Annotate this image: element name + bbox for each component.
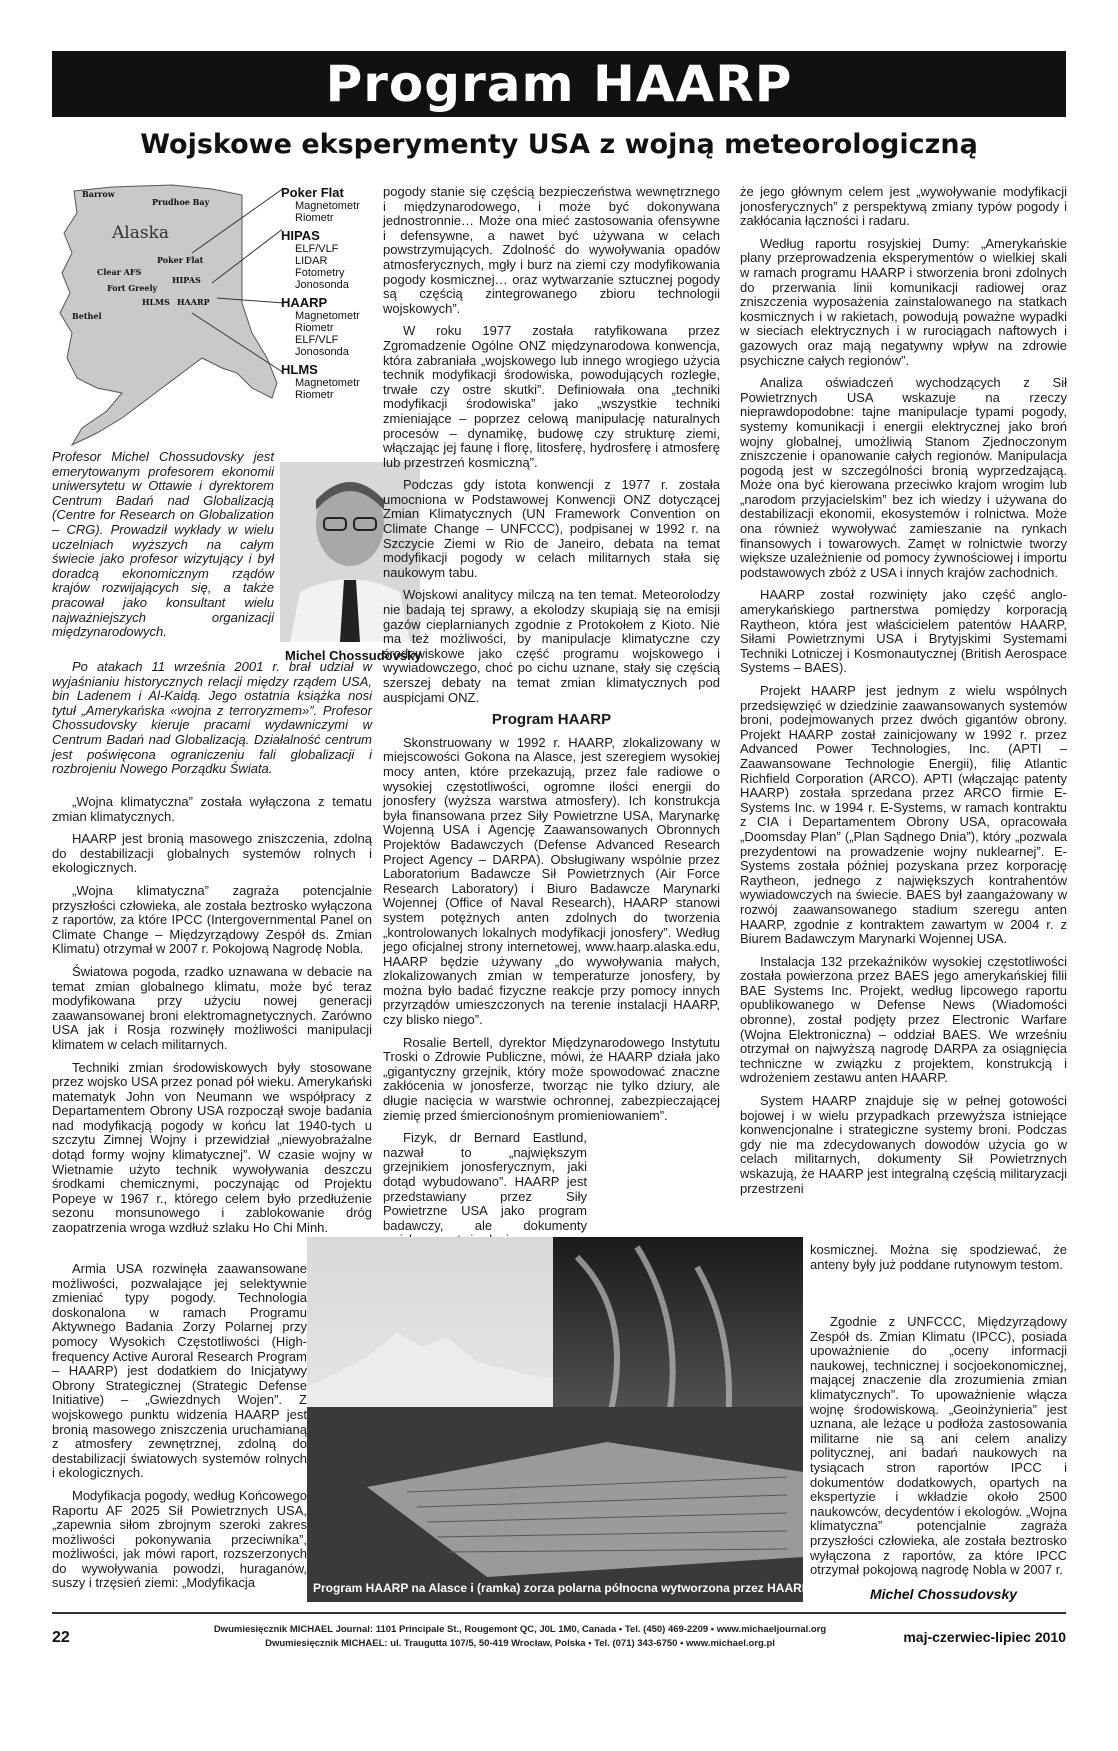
legend-heading: HIPAS <box>281 228 320 243</box>
bio-paragraph: Profesor Michel Chossudovsky jest emerytowanym profesorem ekonomii uniwersytetu w Ottawie i dyrektorem Centrum Badań nad Globalizacją (Centre for Research on Globalization – CRG). Prowadził wykłady w wielu uczelniach wyższych na całym świecie jako profesor wizytujący i był doradcą ekonomicznym rządów krajów rozwijających się, a także pracował jako konsultant wielu najważniejszych organizacji międzynarodowych. <box>52 449 274 640</box>
map-label: Bethel <box>72 311 102 321</box>
legend-item: ELF/VLF <box>295 334 339 346</box>
map-legend <box>281 181 381 401</box>
author-signature: Michel Chossudovsky <box>870 1586 1018 1602</box>
paragraph: System HAARP znajduje się w pełnej gotowości bojowej i w wielu przypadkach przewyższa istniejące konwencjonalne i strategiczne systemy broni. Podczas gdy nie ma zdecydowanych dowodów użycia go w celach militarnych, dokumenty Sił Powietrznych wskazują, że HAARP jest integralną częścią militaryzacji przestrzeni <box>740 1093 1067 1196</box>
bio-paragraph: Po atakach 11 września 2001 r. brał udział w wyjaśnianiu historycznych relacji między rządem USA, bin Ladenem i Al-Kaidą. Jego ostatnia książka nosi tytuł „Amerykańska «wojna z terroryzmem»”. Profesor Chossudovsky kieruje pracami wydawniczymi w Centrum Badań nad Globalizacją. Działalność centrum jest poświęcona ograniczeniu fali globalizacji i rozbrojeniu Nowego Porządku Świata. <box>52 659 372 777</box>
banner-title: Program HAARP <box>52 51 1066 117</box>
paragraph: Skonstruowany w 1992 r. HAARP, zlokalizowany w miejscowości Gokona na Alasce, jest szeregiem wysokiej mocy anten, które przekazują, przez fale radiowe o wysokiej częstotliwości, ogromne ilości energii do jonosfery (wyższa warstwa atmosfery). Ich konstrukcja była finansowana przez Siły Powietrzne USA, Marynarkę Wojenną USA i Agencję Zaawansowanych Obronnych Projektów Badawczych (Defense Advanced Research Project Agency – DARPA). Obsługiwany wspólnie przez Laboratorium Badawcze Sił Powietrznych (Air Force Research Laboratory) i Biuro Badawcze Marynarki Wojennej (Office of Naval Research), HAARP stanowi system potężnych anten zdolnych do tworzenia „kontrolowanych lokalnych modyfikacji jonosfery”. Według jego oficjalnej strony internetowej, www.haarp.alaska.edu, HAARP będzie używany „do wywoływania małych, zlokalizowanych zmian w temperaturze jonosfery, by można było badać fizyczne reakcje przy pomocy innych przyrządów umieszczonych na terenie instalacji HAARP, czy blisko niego”. <box>383 734 720 1028</box>
paragraph: W roku 1977 została ratyfikowana przez Zgromadzenie Ogólne ONZ międzynarodowa konwencja, która zabraniała „wojskowego lub innego wrogiego użycia technik modyfikacji środowiska, powodujących rozległe, trwałe czy ostre skutki”. Definiowała ona „techniki modyfikacji środowiska” jako „wszystkie techniki zmieniające – poprzez celową manipulację naturalnych procesów – dynamikę, budowę czy strukturę ziemi, włączając jej faunę i florę, litosferę, hydrosferę i atmosferę lub przestrzeń kosmiczną”. <box>383 323 720 470</box>
map-label: Fort Greely <box>107 283 158 293</box>
paragraph: „Wojna klimatyczna” zagraża potencjalnie przyszłości człowieka, ale została beztrosko wyłączona z raportów, za które IPCC (Intergovernmental Panel on Climate Change – Międzyrządowy Zespół ds. Zmian Klimatu) otrzymał w 2007 r. Pokojową Nagrodę Nobla. <box>52 882 372 957</box>
page-number: 22 <box>52 1629 70 1646</box>
paragraph: Fizyk, dr Bernard Eastlund, nazwał to „największym grzejnikiem jonosferycznym, jaki dotąd wybudowano”. HAARP jest przedstawiany przez Siły Powietrzne USA jako program badawczy, ale dokumenty <box>383 1130 587 1233</box>
author-bio <box>52 450 274 648</box>
paragraph: Wojskowi analitycy milczą na ten temat. Meteorolodzy nie badają tej sprawy, a ekolodzy skupiają się na emisji gazów cieplarnianych zgodnie z Protokołem z Kioto. Nie ma też możliwości, by manipulacje klimatyczne czy środowiskowe jako część programu wojskowego i wywiadowczego, choć po cichu uznane, stały się częścią szerszej debaty na temat zmian klimatycznych pod auspicjami ONZ. <box>383 587 720 705</box>
paragraph: Zgodnie z UNFCCC, Międzyrządowy Zespół ds. Zmian Klimatu (IPCC), posiada upoważnienie do „oceny informacji naukowej, technicznej i socjoekonomicznej, mającej znaczenie dla zrozumienia zmian klimatycznych”. To upoważnienie włącza wojnę środowiskową. „Geoinżynieria” jest uznana, ale leżące u podłoża zastosowania militarne nie są ani celem analizy politycznej, ani badań naukowych na tysiącach stron raportów IPCC i dokumentów dodatkowych, opartych na ekspertyzie i wkładzie około 2500 naukowców, decydentów i ekologów. „Wojna klimatyczna” potencjalnie zagraża przyszłości człowieka, ale została beztrosko wyłączona z raportów, za które IPCC otrzymał pokojową nagrodę Nobla w 2007 r. <box>810 1314 1067 1578</box>
haarp-photo <box>307 1237 803 1602</box>
legend-item: Magnetometr <box>295 310 360 322</box>
paragraph: Światowa pogoda, rzadko uznawana w debacie na temat zmian globalnego klimatu, może być teraz modyfikowana przy użyciu nowej generacji zaawansowanej broni elektromagnetycznych. Zarówno USA jak i Rosja rozwinęły możliwości manipulacji klimatem w celach militarnych. <box>52 963 372 1052</box>
paragraph: pogody stanie się częścią bezpieczeństwa wewnętrznego i międzynarodowego, i może być dokonywana jednostronnie… Może ona mieć zastosowania ofensywne i defensywne, a nawet być używana w celach powstrzymujących. Zdolność do wywoływania opadów atmosferycznych, mgły i burz na ziemi czy modyfikowania pogody kosmicznej… oraz wytwarzanie sztucznej pogody są częścią zintegrowanego zbioru technologii wojskowych”. <box>383 184 720 316</box>
map-label: HAARP <box>177 297 210 307</box>
legend-item: LIDAR <box>295 255 328 267</box>
alaska-map <box>52 183 282 446</box>
legend-item: Fotometry <box>295 267 345 279</box>
legend-item: Jonosonda <box>295 279 349 291</box>
legend-item: ELF/VLF <box>295 243 339 255</box>
footer-line: Dwumiesięcznik MICHAEL Journal: 1101 Principale St., Rougemont QC, J0L 1M0, Canada • Tel. (450) 469-2209 • www.michaeljournal.org <box>213 1624 827 1635</box>
paragraph: Armia USA rozwinęła zaawansowane możliwości, pozwalające jej selektywnie zmieniać typy pogody. Technologia doskonalona w ramach Programu Aktywnego Badania Zorzy Polarnej przy pomocy Wysokich Częstotliwości (High-frequency Active Auroral Research Program – HAARP) jest dodatkiem do Inicjatywy Obrony Strategicznej (Strategic Defense Initiative) – „Gwiezdnych Wojen”. Z wojskowego punktu widzenia HAARP jest bronią masowego zniszczenia uruchamianą z atmosfery zewnętrznej, zdolną do destabilizacji światowych systemów rolnych i ekologicznych. <box>52 1261 307 1481</box>
article-column-1-bottom <box>52 1262 307 1599</box>
map-region-label: Alaska <box>112 223 170 243</box>
portrait-caption: Michel Chossudovsky <box>285 648 422 663</box>
article-column-1 <box>52 795 372 1244</box>
legend-heading: HAARP <box>281 295 328 310</box>
article-subtitle: Wojskowe eksperymenty USA z wojną meteorologiczną <box>140 129 978 160</box>
paragraph: kosmicznej. Można się spodziewać, że anteny były już poddane rutynowym testom. <box>810 1242 1067 1272</box>
article-column-3 <box>740 185 1067 1204</box>
legend-heading: Poker Flat <box>281 185 344 200</box>
legend-item: Riometr <box>295 212 334 224</box>
paragraph: HAARP został rozwinięty jako część anglo-amerykańskiego partnerstwa pomiędzy korporacją Raytheon, która jest właścicielem patentów HAARP, Siłami Powietrznymi USA i Brytyjskimi Systemami Techniki Lotniczej i Kosmonautycznej (British Aerospace Systems – BAES). <box>740 587 1067 676</box>
paragraph: Techniki zmian środowiskowych były stosowane przez wojsko USA przez ponad pół wieku. Amerykański matematyk John von Neumann we współpracy z Departamentem Obrony USA rozpoczął swoje badania nad modyfikacją pogody w końcu lat 1940-tych u szczytu Zimnej Wojny i przewidział „niewyobrażalne dotąd formy wojny klimatycznej”. W czasie wojny w Wietnamie użyto technik wywoływania deszczu środkami chemicznymi, poczynając od Projektu Popeye w 1967 r., którego celem było przedłużenie sezonu monsunowego i zablokowanie dróg zaopatrzenia wroga wzdłuż szlaku Ho Chi Minh. <box>52 1059 372 1236</box>
article-column-3-tail-2 <box>810 1315 1067 1586</box>
legend-item: Riometr <box>295 322 334 334</box>
map-label: HIPAS <box>172 275 201 285</box>
footer-rule <box>52 1612 1066 1614</box>
paragraph: że jego głównym celem jest „wywoływanie modyfikacji jonosferycznych” z perspektywą zmiany typów pogody i zakłócania łączności i radaru. <box>740 184 1067 229</box>
footer-line: Dwumiesięcznik MICHAEL: ul. Traugutta 107/5, 50-419 Wrocław, Polska • Tel. (071) 343-6750 • www.michael.org.pl <box>265 1638 775 1649</box>
article-column-3-tail <box>810 1243 1067 1280</box>
paragraph: Podczas gdy istota konwencji z 1977 r. została umocniona w Podstawowej Konwencji ONZ dotyczącej Zmian Klimatycznych (UN Framework Convention on Climate Change – UNFCCC), podpisanej w 1992 r. na Szczycie Ziemi w Rio de Janeiro, debata na temat modyfikacji pogody w celach militarnych stała się naukowym tabu. <box>383 477 720 580</box>
issue-date: maj-czerwiec-lipiec 2010 <box>903 1629 1066 1645</box>
article-column-2 <box>383 185 720 1256</box>
legend-item: Riometr <box>295 389 334 401</box>
map-label: Clear AFS <box>97 267 142 277</box>
paragraph: Analiza oświadczeń wychodzących z Sił Powietrznych USA wskazuje na rzeczy nieprawdopodobne: tajne manipulacje typami pogody, systemy komunikacji i energii elektrycznej jako broń wojny globalnej, umożliwią Stanom Zjednoczonym zniszczenie i opanowanie całych regionów. Manipulacja pogodą jest w szczególności bronią wyprzedzającą. Może ona być kierowana przeciwko krajom wrogim lub „narodom przyjacielskim” bez ich wiedzy i używana do destabilizacji ekonomii, ekosystemów i rolnictwa. Może ona również wywoływać zamieszanie na rynkach finansowych i towarowych. Zamęt w rolnictwie tworzy większe uzależnienie od pomocy żywnościowej i importu podstawowych zbóż z USA i innych krajów zachodnich. <box>740 375 1067 580</box>
paragraph: Rosalie Bertell, dyrektor Międzynarodowego Instytutu Troski o Zdrowie Publiczne, mówi, że HAARP działa jako „gigantyczny grzejnik, który może spowodować znaczne zakłócenia w jonosferze, tworząc nie tylko dziury, ale długie nacięcia w warstwie ochronnej, zabezpieczającej ziemię przed śmiercionośnym promieniowaniem”. <box>383 1034 720 1123</box>
photo-caption: Program HAARP na Alasce i (ramka) zorza polarna północna wytworzona przez HAARP <box>313 1581 810 1595</box>
author-bio-continued <box>52 660 372 785</box>
map-label: Barrow <box>82 189 115 199</box>
paragraph: Według raportu rosyjskiej Dumy: „Amerykańskie plany przeprowadzenia eksperymentów o wielkiej skali w ramach programu HAARP i stworzenia broni zdolnych do przerwania linii komunikacji radiowej oraz zniszczenia wyposażenia zainstalowanego na statkach kosmicznych i w rakietach, powodują poważne wypadki w sieciach elektrycznych i w rurociągach naftowych i gazowych oraz mają negatywny wpływ na zdrowie psychiczne całych regionów”. <box>740 235 1067 368</box>
legend-item: Jonosonda <box>295 346 349 358</box>
paragraph: „Wojna klimatyczna” została wyłączona z tematu zmian klimatycznych. <box>52 794 372 824</box>
paragraph: Instalacja 132 przekaźników wysokiej częstotliwości została powierzona przez BAES jego amerykańskiej filii BAE Systems Inc. Projekt, według lipcowego raportu opublikowanego w Defense News (Wiadomości obronne), został podjęty przez Electronic Warfare (Wojna Elektroniczna) – oddział BAES. We wrześniu otrzymał on najwyższą nagrodę DARPA za osiągnięcia techniczne w związku z projektem, konstrukcją i wdrożeniem zestawu anten HAARP. <box>740 953 1067 1086</box>
map-label: HLMS <box>142 297 170 307</box>
section-heading: Program HAARP <box>491 711 612 729</box>
legend-item: Magnetometr <box>295 200 360 212</box>
paragraph: Projekt HAARP jest jednym z wielu wspólnych przedsięwzięć w dziedzinie zaawansowanych systemów broni, podejmowanych przez dwóch gigantów obrony. Projekt HAARP został zainicjowany w 1992 r. przez Advanced Power Technologies, Inc. (APTI – Zaawansowane Technologie Energii), filię Atlantic Richfield Corporation (ARCO). APTI (włączając patenty HAARP) została sprzedana przez ARCO firmie E-Systems Inc. w 1994 r. E-Systems, w ramach kontraktu z CIA i Departamentem Obrony USA, opracowała „Doomsday Plan” („Plan Sądnego Dnia”), który „pozwala prezydentowi na prowadzenie wojny nuklearnej”. E-Systems została później pozyskana przez korporację Raytheon, jednego z największych kontrahentów wywiadowczych na świecie. BAES był zaangażowany w rozwój zaawansowanego stadium szeregu anten HAARP, zgodnie z kontraktem zawartym w 2004 r. z Biurem Badawczym Marynarki Wojennej USA. <box>740 683 1067 947</box>
map-label: Poker Flat <box>157 255 204 265</box>
publisher-footer <box>140 1623 900 1651</box>
paragraph: Modyfikacja pogody, według Końcowego Raportu AF 2025 Sił Powietrznych USA, „zapewnia siłom zbrojnym szeroki zakres możliwości pokonywania przeciwnika”, możliwości, jak mówi raport, rozszerzonych do wywoływania powodzi, huraganów, suszy i trzęsień ziemi: „Modyfikacja <box>52 1487 307 1591</box>
legend-heading: HLMS <box>281 362 318 377</box>
map-label: Prudhoe Bay <box>152 197 210 207</box>
legend-item: Magnetometr <box>295 377 360 389</box>
paragraph: HAARP jest bronią masowego zniszczenia, zdolną do destabilizacji globalnych systemów rolnych i ekologicznych. <box>52 831 372 876</box>
